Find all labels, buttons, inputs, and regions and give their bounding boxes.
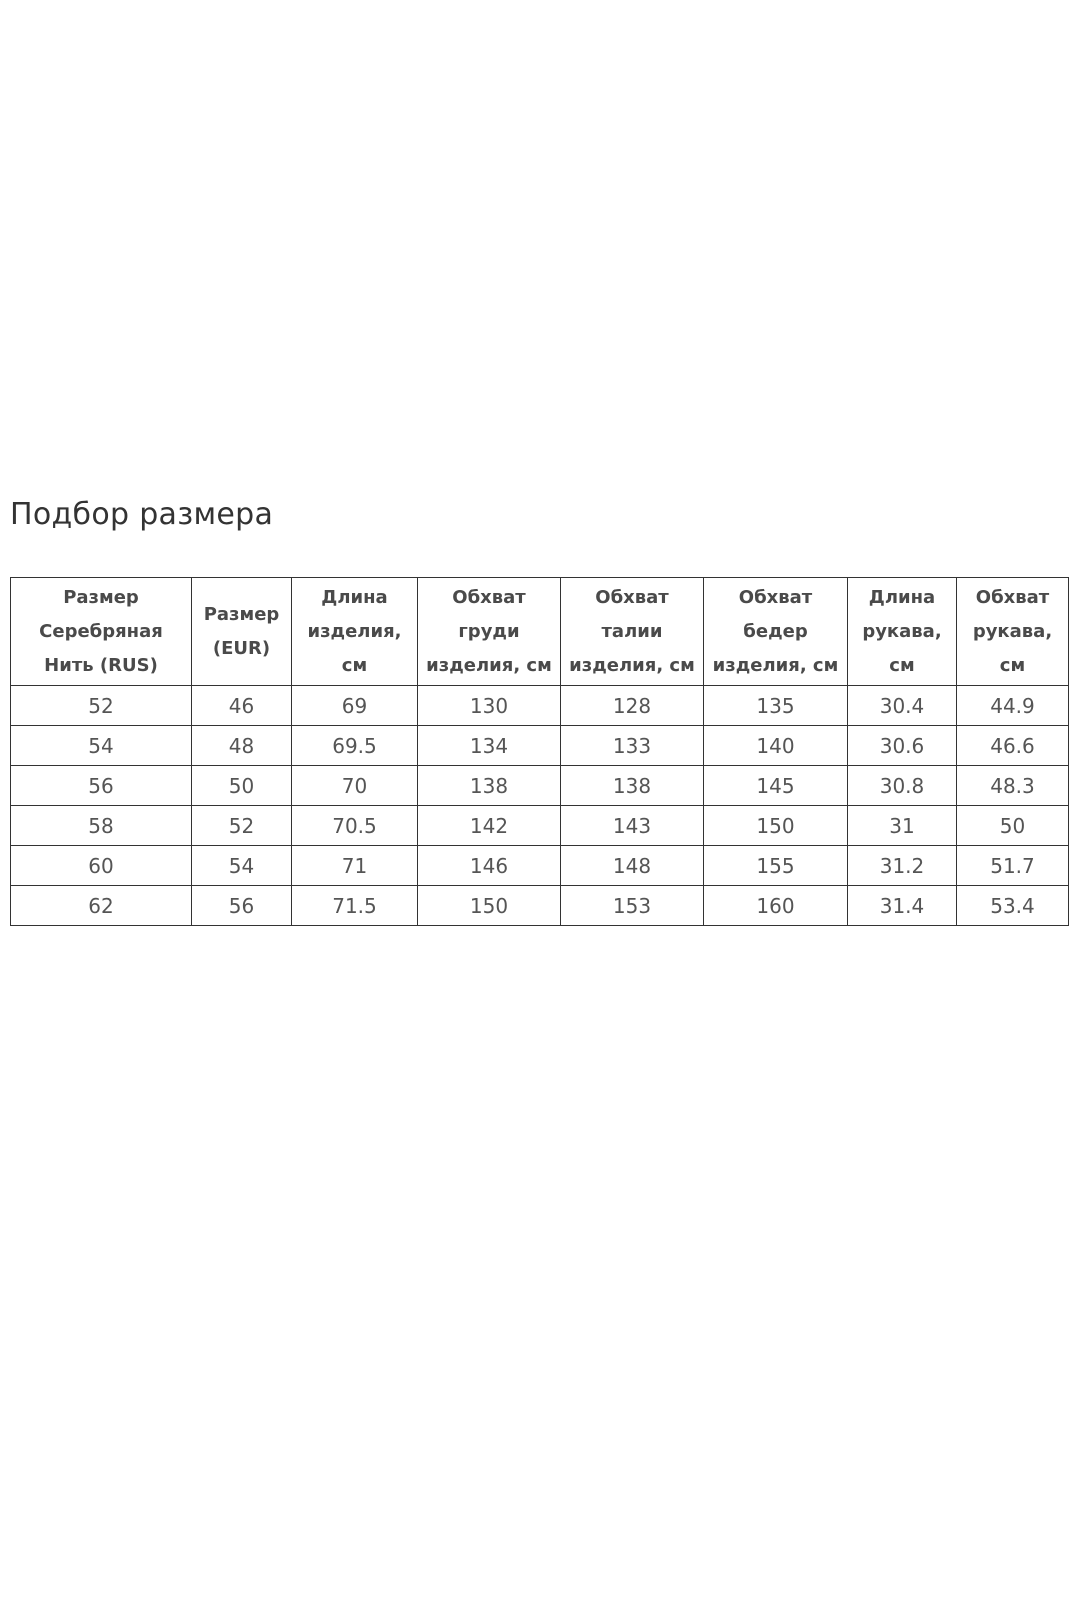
table-row <box>11 726 1069 766</box>
table-cell: 48.3 <box>957 766 1069 806</box>
table-cell: 31 <box>848 806 957 846</box>
table-cell: 160 <box>704 886 848 926</box>
table-cell: 50 <box>192 766 292 806</box>
table-cell: 146 <box>418 846 561 886</box>
table-cell: 130 <box>418 686 561 726</box>
table-cell: 150 <box>704 806 848 846</box>
table-cell: 142 <box>418 806 561 846</box>
table-cell: 69.5 <box>292 726 418 766</box>
table-cell: 30.6 <box>848 726 957 766</box>
table-row <box>11 766 1069 806</box>
table-row <box>11 806 1069 846</box>
table-cell: 134 <box>418 726 561 766</box>
table-cell: 30.4 <box>848 686 957 726</box>
table-cell: 148 <box>561 846 704 886</box>
table-cell: 128 <box>561 686 704 726</box>
table-cell: 54 <box>11 726 192 766</box>
table-cell: 70.5 <box>292 806 418 846</box>
table-row <box>11 846 1069 886</box>
table-cell: 44.9 <box>957 686 1069 726</box>
table-cell: 153 <box>561 886 704 926</box>
table-cell: 150 <box>418 886 561 926</box>
table-cell: 138 <box>561 766 704 806</box>
page-title: Подбор размера <box>10 497 274 532</box>
table-cell: 46.6 <box>957 726 1069 766</box>
table-cell: 52 <box>11 686 192 726</box>
header-cell-rus-size: Размер Серебряная Нить (RUS) <box>11 578 192 686</box>
table-cell: 138 <box>418 766 561 806</box>
table-cell: 52 <box>192 806 292 846</box>
table-cell: 50 <box>957 806 1069 846</box>
table-cell: 135 <box>704 686 848 726</box>
table-cell: 51.7 <box>957 846 1069 886</box>
table-cell: 30.8 <box>848 766 957 806</box>
table-cell: 62 <box>11 886 192 926</box>
table-cell: 53.4 <box>957 886 1069 926</box>
size-chart-table <box>10 577 1069 926</box>
table-cell: 31.4 <box>848 886 957 926</box>
header-cell-chest: Обхват груди изделия, см <box>418 578 561 686</box>
table-cell: 46 <box>192 686 292 726</box>
table-cell: 145 <box>704 766 848 806</box>
table-cell: 70 <box>292 766 418 806</box>
table-cell: 54 <box>192 846 292 886</box>
table-cell: 133 <box>561 726 704 766</box>
header-cell-sleeve-girth: Обхват рукава, см <box>957 578 1069 686</box>
header-cell-eur-size: Размер (EUR) <box>192 578 292 686</box>
table-row <box>11 886 1069 926</box>
table-cell: 140 <box>704 726 848 766</box>
table-cell: 69 <box>292 686 418 726</box>
table-cell: 71 <box>292 846 418 886</box>
header-cell-hips: Обхват бедер изделия, см <box>704 578 848 686</box>
header-cell-waist: Обхват талии изделия, см <box>561 578 704 686</box>
table-cell: 56 <box>192 886 292 926</box>
table-cell: 60 <box>11 846 192 886</box>
table-cell: 56 <box>11 766 192 806</box>
table-row <box>11 686 1069 726</box>
table-cell: 58 <box>11 806 192 846</box>
table-cell: 48 <box>192 726 292 766</box>
table-cell: 31.2 <box>848 846 957 886</box>
table-cell: 71.5 <box>292 886 418 926</box>
table-cell: 143 <box>561 806 704 846</box>
header-cell-sleeve-length: Длина рукава, см <box>848 578 957 686</box>
table-header-row <box>11 578 1069 686</box>
header-cell-length: Длина изделия, см <box>292 578 418 686</box>
table-cell: 155 <box>704 846 848 886</box>
